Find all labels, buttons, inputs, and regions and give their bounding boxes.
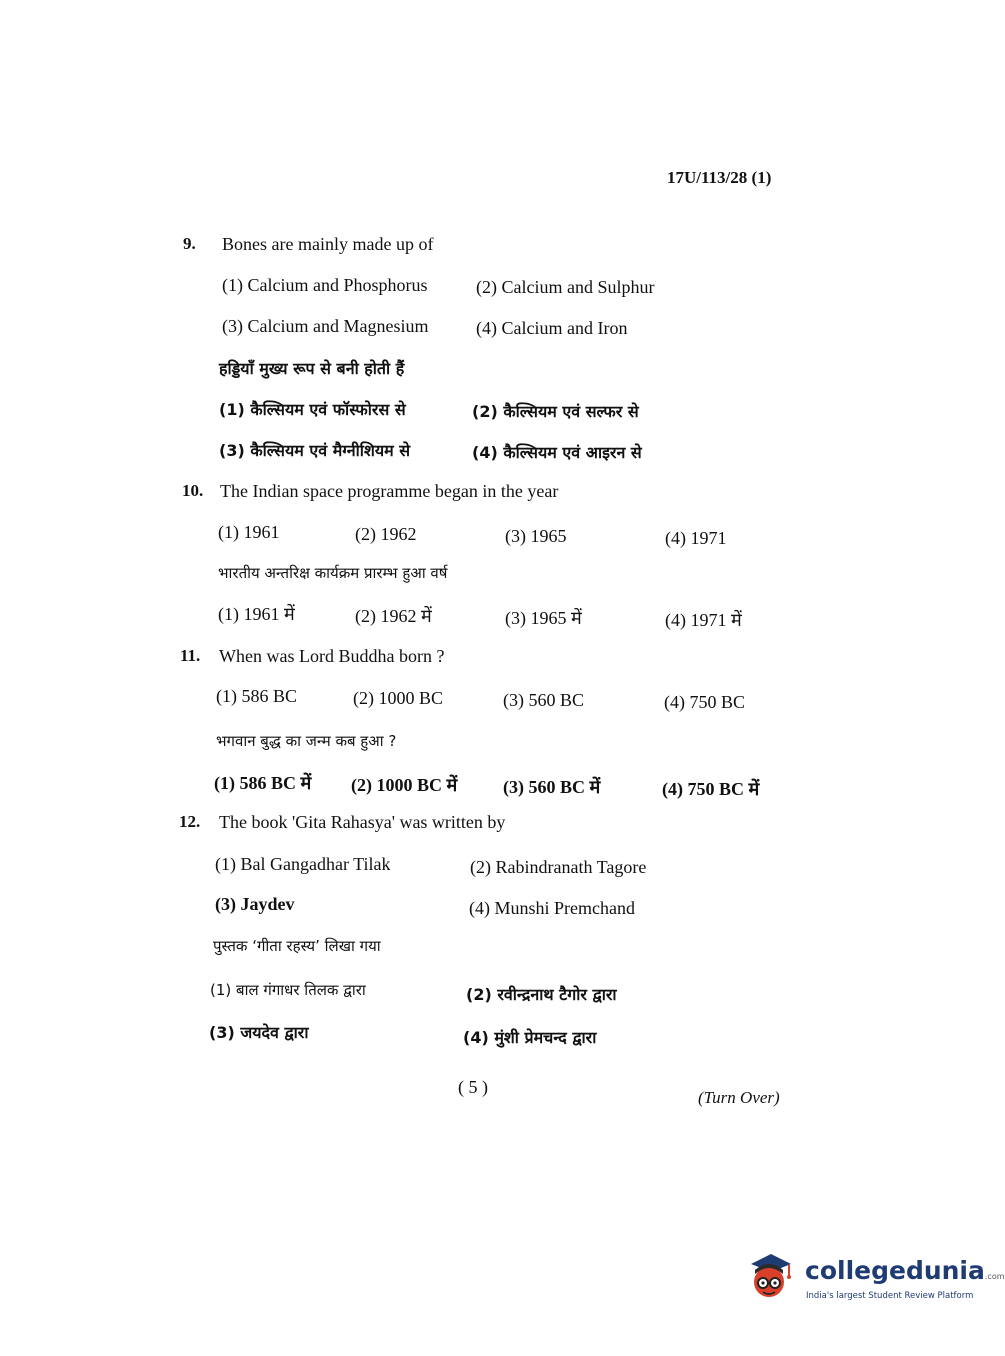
option-en: (3) Jaydev [215,894,295,914]
option-hi: (4) 750 BC में [662,779,760,799]
option-en: (4) Munshi Premchand [469,898,635,918]
question-number: 9. [183,234,196,253]
option-hi: (1) 1961 में [218,604,295,624]
question-text-en: The book 'Gita Rahasya' was written by [219,812,506,832]
option-en: (3) Calcium and Magnesium [222,316,429,336]
option-en: (2) Calcium and Sulphur [476,277,655,297]
option-hi: (1) कैल्सियम एवं फॉस्फोरस से [219,400,406,419]
paper-code: 17U/113/28 (1) [667,168,772,187]
student-mascot-icon [745,1250,797,1302]
turn-over-note: (Turn Over) [698,1088,780,1107]
question-text-hi: भगवान बुद्ध का जन्म कब हुआ ? [216,732,397,750]
question-number: 10. [182,481,204,500]
option-en: (1) Calcium and Phosphorus [222,275,428,295]
option-hi: (2) कैल्सियम एवं सल्फर से [472,402,639,421]
collegedunia-logo [745,1248,1005,1308]
option-hi: (3) 560 BC में [503,777,601,797]
question-text-hi: पुस्तक ‘गीता रहस्य’ लिखा गया [213,937,381,955]
option-hi: (3) जयदेव द्वारा [209,1023,309,1042]
logo-tagline: India's largest Student Review Platform [806,1291,974,1301]
option-en: (4) Calcium and Iron [476,318,628,338]
option-en: (3) 560 BC [503,690,584,710]
option-hi: (4) मुंशी प्रेमचन्द द्वारा [463,1028,597,1047]
option-en: (1) 1961 [218,522,280,542]
option-hi: (1) 586 BC में [214,773,312,793]
option-en: (2) 1000 BC [353,688,443,708]
option-hi: (4) कैल्सियम एवं आइरन से [472,443,642,462]
option-hi: (2) 1962 में [355,606,432,626]
option-hi: (1) बाल गंगाधर तिलक द्वारा [210,981,366,999]
option-en: (2) Rabindranath Tagore [470,857,647,877]
question-number: 11. [180,646,201,665]
option-en: (2) 1962 [355,524,417,544]
option-en: (3) 1965 [505,526,567,546]
question-text-en: Bones are mainly made up of [222,234,434,254]
option-hi: (2) रवीन्द्रनाथ टैगोर द्वारा [466,985,617,1004]
option-hi: (3) कैल्सियम एवं मैग्नीशियम से [219,441,411,460]
option-en: (1) Bal Gangadhar Tilak [215,854,391,874]
option-en: (4) 750 BC [664,692,745,712]
option-hi: (3) 1965 में [505,608,582,628]
question-text-en: When was Lord Buddha born ? [219,646,445,666]
option-en: (4) 1971 [665,528,727,548]
question-text-hi: भारतीय अन्तरिक्ष कार्यक्रम प्रारम्भ हुआ वर्ष [218,564,448,582]
question-text-en: The Indian space programme began in the year [220,481,559,501]
question-number: 12. [179,812,201,831]
logo-wordmark: collegedunia.com [805,1256,1005,1285]
question-text-hi: हड्डियाँ मुख्य रूप से बनी होती हैं [219,359,405,378]
page-number: ( 5 ) [458,1077,488,1097]
option-hi: (4) 1971 में [665,610,742,630]
option-hi: (2) 1000 BC में [351,775,458,795]
option-en: (1) 586 BC [216,686,297,706]
